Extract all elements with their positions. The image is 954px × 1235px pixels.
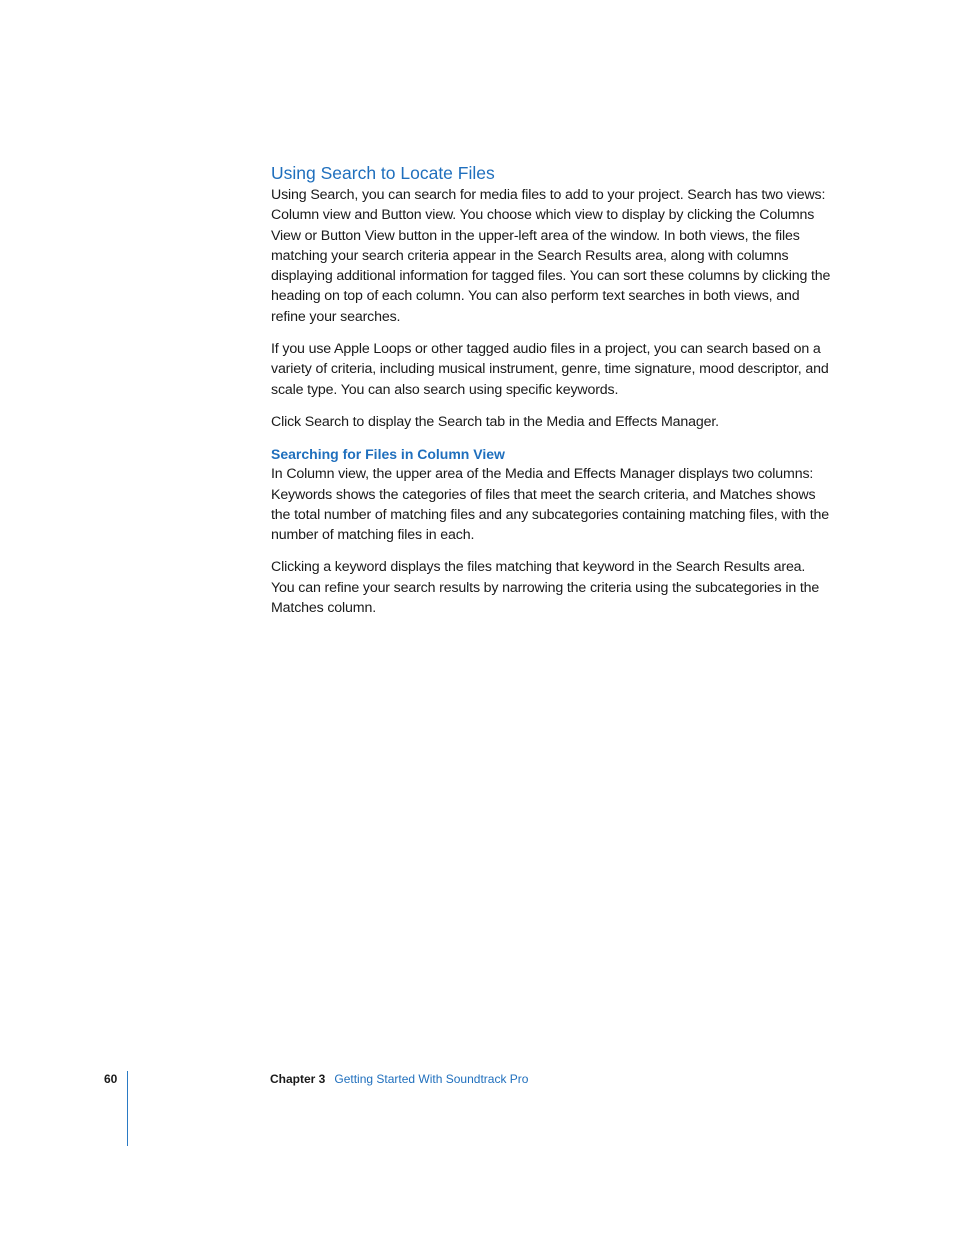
subsection bbox=[271, 444, 831, 618]
page-number: 60 bbox=[104, 1072, 118, 1086]
main-content bbox=[271, 161, 831, 630]
body-paragraph: In Column view, the upper area of the Media and Effects Manager displays two columns: Keywords shows the categories of files that meet the search criteria, and Matches shows the total number of matching files and any subcategories containing matching files, with the number of matching files in each. bbox=[271, 466, 829, 544]
subsection-heading: Searching for Files in Column View bbox=[271, 446, 505, 463]
footer-chapter bbox=[270, 1072, 528, 1086]
body-paragraph: Clicking a keyword displays the files matching that keyword in the Search Results area. You can refine your search results by narrowing the criteria using the subcategories in the Matches column. bbox=[271, 559, 820, 617]
footer-rule bbox=[127, 1071, 128, 1146]
body-paragraph: Using Search, you can search for media files to add to your project. Search has two views: Column view and Button view. You choose which view to display by clicking the Columns View or Button View button in the upper-left area of the window. In both views, the files matching your search criteria appear in the Search Results area, along with columns displaying additional information for tagged files. You can sort these columns by clicking the heading on top of each column. You can also perform text searches in both views, and refine your searches. bbox=[271, 187, 831, 325]
section-heading: Using Search to Locate Files bbox=[271, 163, 495, 183]
body-paragraph: If you use Apple Loops or other tagged audio files in a project, you can search based on a variety of criteria, including musical instrument, genre, time signature, mood descriptor, and scale type. You can also search using specific keywords. bbox=[271, 341, 829, 398]
chapter-title: Getting Started With Soundtrack Pro bbox=[334, 1072, 529, 1086]
chapter-label: Chapter 3 bbox=[270, 1072, 326, 1086]
body-paragraph: Click Search to display the Search tab in the Media and Effects Manager. bbox=[271, 413, 719, 430]
